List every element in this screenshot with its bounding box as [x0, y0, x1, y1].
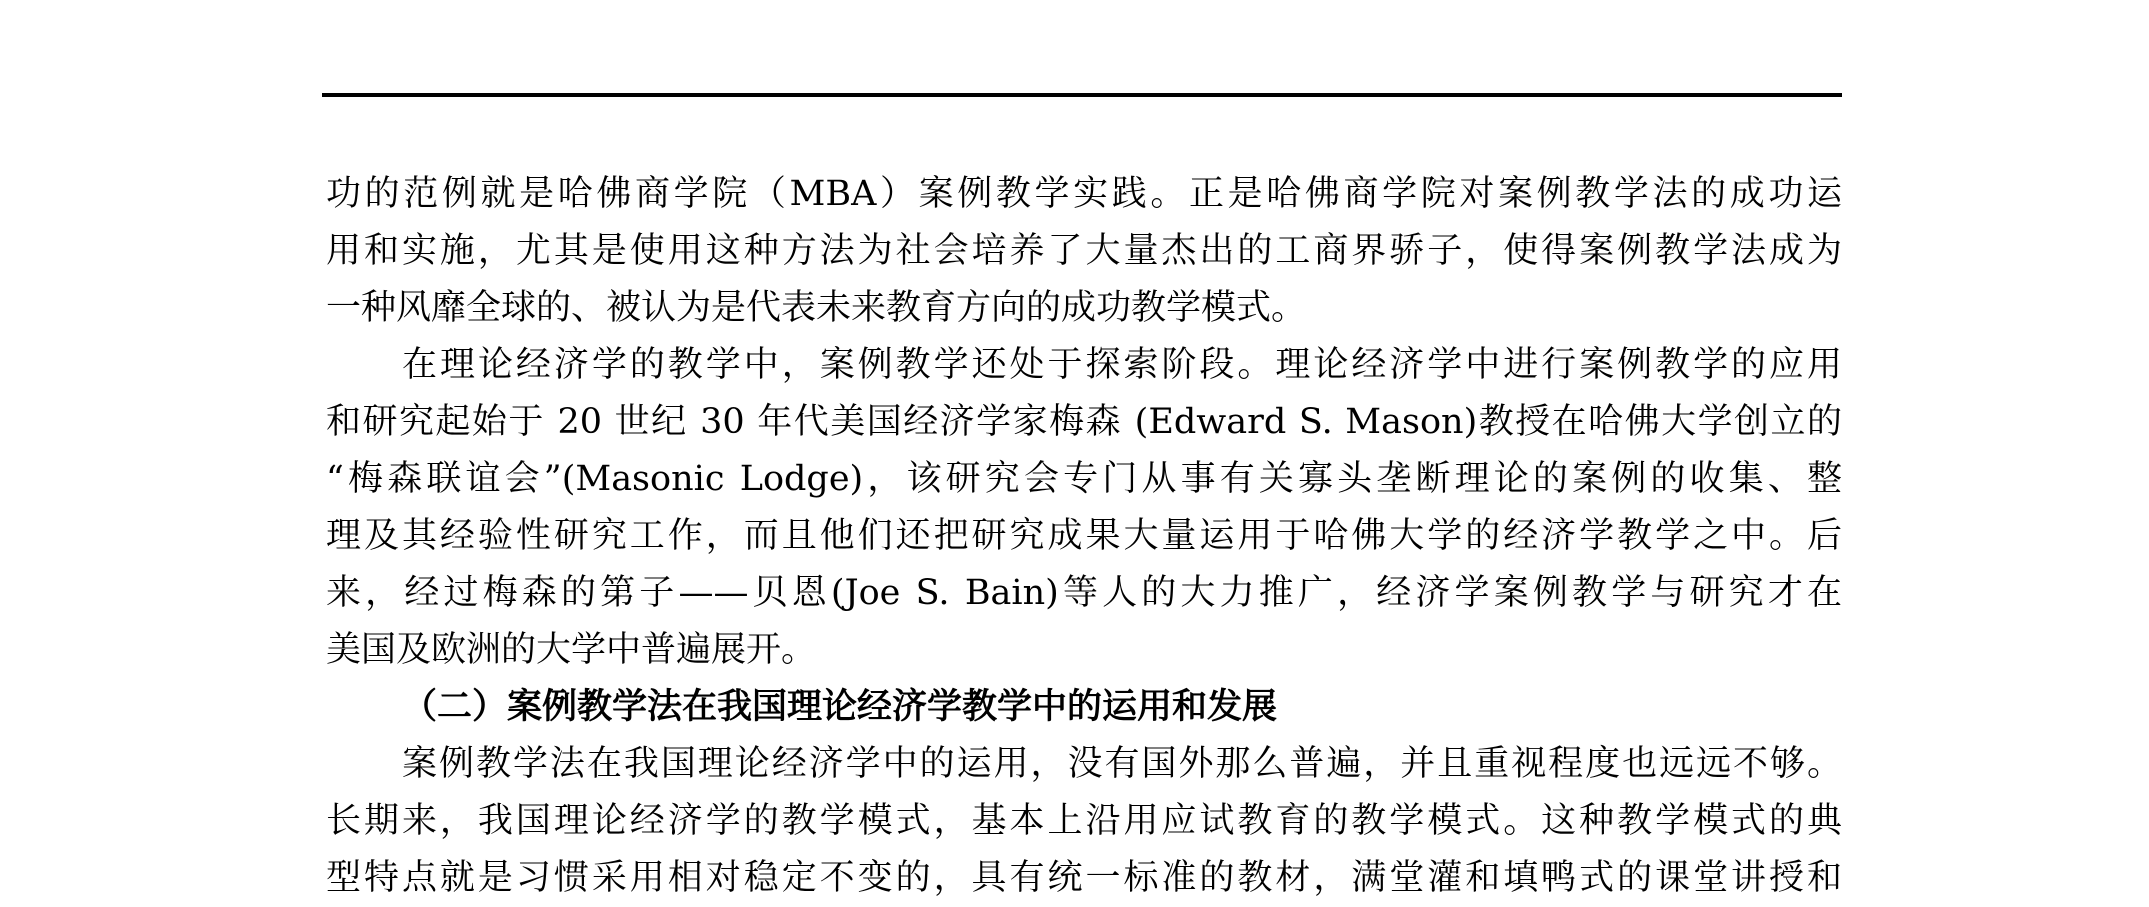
- text-line: 案例教学法在我国理论经济学中的运用，没有国外那么普遍，并且重视程度也远远不够。: [402, 744, 1842, 784]
- text-line: 用和实施，尤其是使用这种方法为社会培养了大量杰出的工商界骄子，使得案例教学法成为: [326, 231, 1842, 271]
- header-rule: [322, 93, 1842, 97]
- text-line: 和研究起始于 20 世纪 30 年代美国经济学家梅森 (Edward S. Mason)教授在哈佛大学创立的: [326, 402, 1842, 442]
- section-heading: （二）案例教学法在我国理论经济学教学中的运用和发展: [402, 687, 1278, 727]
- text-line: 理及其经验性研究工作，而且他们还把研究成果大量运用于哈佛大学的经济学教学之中。后: [326, 516, 1842, 556]
- text-line: 型特点就是习惯采用相对稳定不变的，具有统一标准的教材，满堂灌和填鸭式的课堂讲授和: [326, 858, 1842, 898]
- text-line: 在理论经济学的教学中，案例教学还处于探索阶段。理论经济学中进行案例教学的应用: [402, 345, 1842, 385]
- text-line: 美国及欧洲的大学中普遍展开。: [326, 630, 817, 670]
- text-line: 一种风靡全球的、被认为是代表未来教育方向的成功教学模式。: [326, 288, 1307, 328]
- text-line: 长期来，我国理论经济学的教学模式，基本上沿用应试教育的教学模式。这种教学模式的典: [326, 801, 1842, 841]
- text-line: 功的范例就是哈佛商学院（MBA）案例教学实践。正是哈佛商学院对案例教学法的成功运: [326, 174, 1842, 214]
- text-line: 来，经过梅森的第子——贝恩(Joe S. Bain)等人的大力推广，经济学案例教学与研究才在: [326, 573, 1842, 613]
- document-body: [326, 166, 1842, 907]
- text-line: “梅森联谊会”(Masonic Lodge)，该研究会专门从事有关寡头垄断理论的案例的收集、整: [326, 459, 1842, 499]
